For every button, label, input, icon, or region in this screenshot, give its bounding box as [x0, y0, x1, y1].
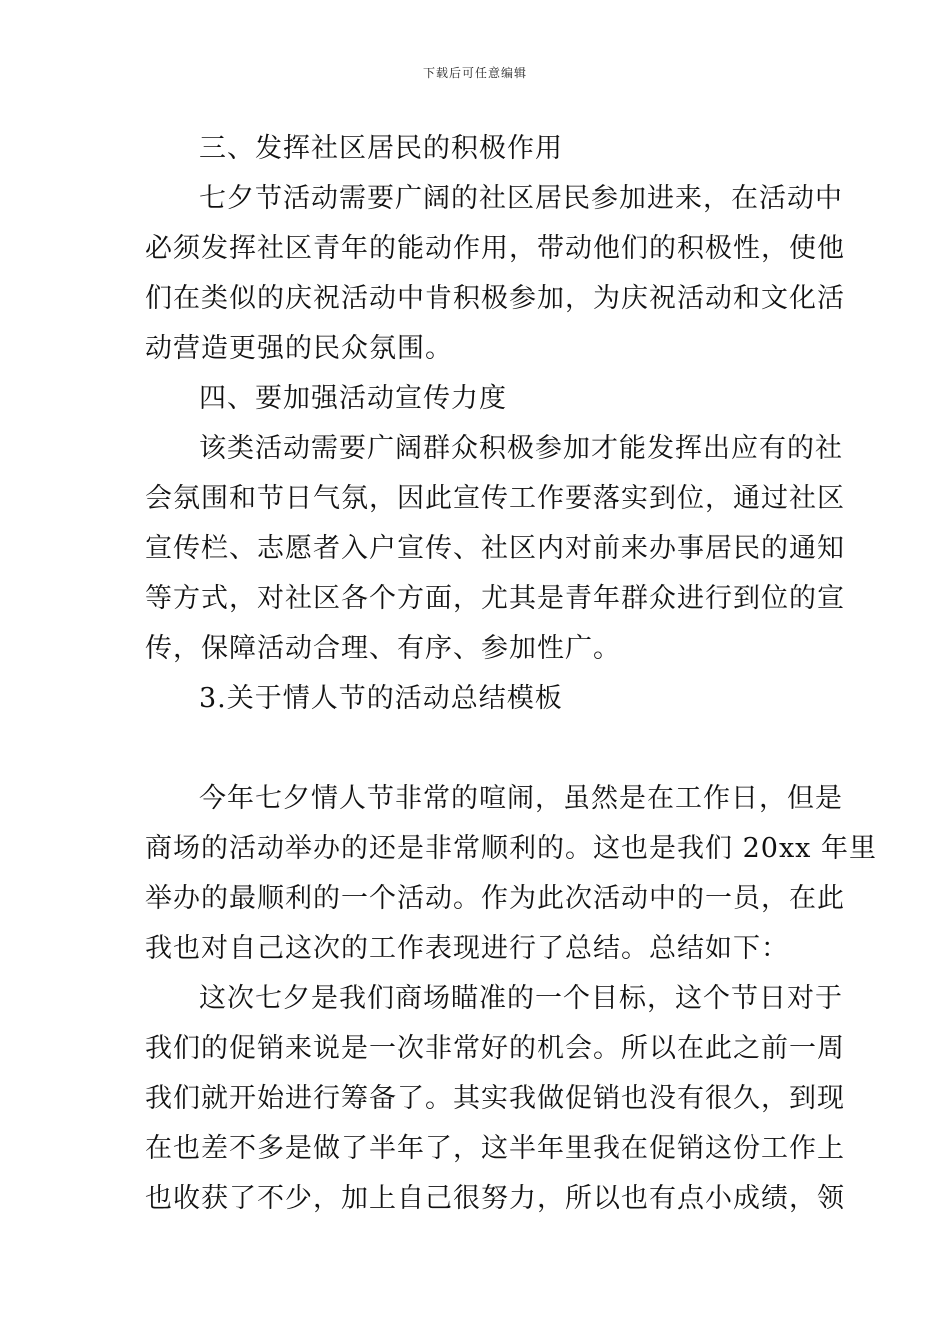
paragraph-line: 在也差不多是做了半年了，这半年里我在促销这份工作上	[145, 1133, 845, 1164]
paragraph-line: 我也对自己这次的工作表现进行了总结。总结如下：	[145, 933, 789, 964]
paragraph-line: 动营造更强的民众氛围。	[145, 333, 453, 364]
paragraph-line: 传，保障活动合理、有序、参加性广。	[145, 633, 621, 664]
paragraph-line: 会氛围和节日气氛，因此宣传工作要落实到位，通过社区	[145, 483, 845, 514]
paragraph-line: 等方式，对社区各个方面，尤其是青年群众进行到位的宣	[145, 583, 845, 614]
blank-line	[145, 724, 809, 774]
paragraph-line: 商场的活动举办的还是非常顺利的。这也是我们 20xx 年里	[145, 833, 877, 864]
page-header: 下载后可任意编辑	[422, 66, 527, 80]
paragraph-line: 举办的最顺利的一个活动。作为此次活动中的一员，在此	[145, 883, 845, 914]
paragraph-line: 宣传栏、志愿者入户宣传、社区内对前来办事居民的通知	[145, 533, 845, 564]
document-body	[145, 124, 877, 1224]
article-title: 3.关于情人节的活动总结模板	[199, 683, 563, 714]
paragraph-line: 我们的促销来说是一次非常好的机会。所以在此之前一周	[145, 1033, 845, 1064]
paragraph-line: 七夕节活动需要广阔的社区居民参加进来，在活动中	[199, 183, 843, 214]
paragraph-line: 这次七夕是我们商场瞄准的一个目标，这个节日对于	[199, 983, 843, 1014]
paragraph-line: 也收获了不少，加上自己很努力，所以也有点小成绩，领	[145, 1183, 845, 1214]
paragraph-line: 该类活动需要广阔群众积极参加才能发挥出应有的社	[199, 433, 843, 464]
paragraph-line: 必须发挥社区青年的能动作用，带动他们的积极性，使他	[145, 233, 845, 264]
paragraph-line: 们在类似的庆祝活动中肯积极参加，为庆祝活动和文化活	[145, 283, 845, 314]
section-heading-3: 三、发挥社区居民的积极作用	[199, 133, 563, 164]
paragraph-line: 我们就开始进行筹备了。其实我做促销也没有很久，到现	[145, 1083, 845, 1114]
section-heading-4: 四、要加强活动宣传力度	[199, 383, 507, 414]
paragraph-line: 今年七夕情人节非常的喧闹，虽然是在工作日，但是	[199, 783, 843, 814]
